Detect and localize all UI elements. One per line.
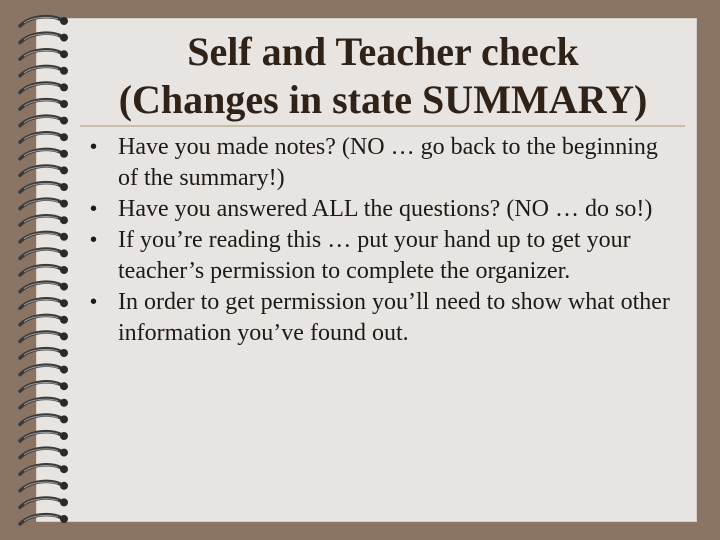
- spiral-ring: [20, 315, 68, 324]
- spiral-ring: [20, 382, 68, 391]
- bullet-item: • In order to get permission you’ll need to show what other information you’ve found out.: [88, 287, 678, 349]
- spiral-ring: [20, 17, 68, 26]
- spiral-ring: [20, 266, 68, 275]
- bullet-list: [88, 132, 678, 349]
- title-line-1: Self and Teacher check: [187, 29, 579, 74]
- spiral-ring: [20, 133, 68, 142]
- spiral-ring: [20, 116, 68, 125]
- slide-title: [78, 28, 688, 124]
- spiral-ring: [20, 332, 68, 341]
- title-underline: [80, 125, 685, 127]
- spiral-binding-icon: [0, 0, 90, 540]
- spiral-ring: [20, 183, 68, 192]
- title-line-2: (Changes in state SUMMARY): [118, 77, 648, 122]
- spiral-ring: [20, 216, 68, 225]
- spiral-ring: [20, 66, 68, 75]
- spiral-ring: [20, 149, 68, 158]
- spiral-ring: [20, 498, 68, 507]
- spiral-ring: [20, 448, 68, 457]
- spiral-ring: [20, 465, 68, 474]
- spiral-ring: [20, 166, 68, 175]
- spiral-ring: [20, 249, 68, 258]
- bullet-item: • Have you answered ALL the questions? (NO … do so!): [88, 194, 678, 225]
- spiral-ring: [20, 299, 68, 308]
- spiral-ring: [20, 481, 68, 490]
- spiral-ring: [20, 415, 68, 424]
- spiral-ring: [20, 398, 68, 407]
- spiral-ring: [20, 365, 68, 374]
- spiral-ring: [20, 83, 68, 92]
- bullet-item: • If you’re reading this … put your hand up to get your teacher’s permission to complete the organizer.: [88, 225, 678, 287]
- spiral-ring: [20, 100, 68, 109]
- spiral-ring: [20, 50, 68, 59]
- spiral-ring: [20, 199, 68, 208]
- spiral-ring: [20, 349, 68, 358]
- spiral-ring: [20, 232, 68, 241]
- spiral-ring: [20, 515, 68, 524]
- spiral-ring: [20, 282, 68, 291]
- spiral-ring: [20, 432, 68, 441]
- spiral-ring: [20, 33, 68, 42]
- bullet-item: • Have you made notes? (NO … go back to the beginning of the summary!): [88, 132, 678, 194]
